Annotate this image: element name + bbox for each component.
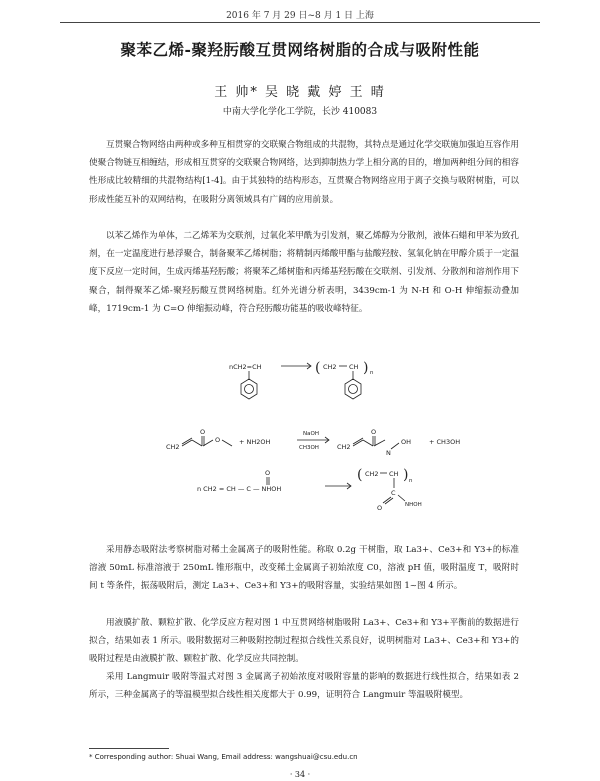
- r3-open-bracket: (: [357, 467, 363, 483]
- r1-open-bracket: (: [315, 360, 321, 376]
- r3-product-nhoh: NHOH: [405, 502, 422, 508]
- r2-plus-nh2oh: + NH2OH: [239, 438, 271, 446]
- corresponding-author-footnote: * Corresponding author: Shuai Wang, Email address: wangshuai@csu.edu.cn: [89, 753, 358, 761]
- r3-reactant-o: O: [265, 469, 271, 477]
- conference-header: 2016 年 7 月 29 日~8 月 1 日 上海: [226, 11, 374, 21]
- affiliation: 中南大学化学化工学院，长沙 410083: [222, 107, 378, 117]
- header-rule: [60, 22, 540, 23]
- r2-product-n: N: [386, 449, 391, 457]
- paragraph-intro: 互贯聚合物网络由两种或多种互相贯穿的交联聚合物组成的共混物，其特点是通过化学交联施加强迫互容作用使聚合物链互相缠结，形成相互贯穿的交联聚合物网络，达到抑制热力学上相分离的目的，增加两种组分间的相容性形成比较精细的共混物结构[1-4]。由于其独特的结构形态，互贯聚合物网络应用于离子交换与吸附树脂，可以形成性能互补的双网结构，在吸附分离领域具有广阔的应用前景。: [89, 140, 519, 205]
- footnote-rule: [89, 748, 169, 749]
- r2-ch2: CH2: [166, 443, 180, 451]
- r2-product-o: O: [371, 428, 377, 436]
- reaction-scheme: [89, 345, 519, 525]
- paragraph-langmuir: 采用 Langmuir 吸附等温式对图 3 金属离子初始浓度对吸附容量的影响的数据进行线性拟合，结果如表 2 所示，三种金属离子的等温模型拟合线性相关度都大于 0.99，证明符合 Langmuir 等温吸附模型。: [89, 672, 519, 701]
- r2-product-ch2: CH2: [337, 443, 351, 451]
- r2-product-oh: OH: [401, 438, 412, 446]
- r2-o2: O: [215, 436, 221, 444]
- r3-product-c: C: [391, 489, 396, 497]
- r3-product-o: O: [377, 504, 383, 512]
- r2-plus-ch3oh: + CH3OH: [429, 438, 461, 446]
- paragraph-synthesis: 以苯乙烯作为单体，二乙烯苯为交联剂，过氧化苯甲酰为引发剂，聚乙烯醇为分散剂，液体石蜡和甲苯为致孔剂，在一定温度进行悬浮聚合，制备聚苯乙烯树脂；将精制丙烯酸甲酯与盐酸羟胺、氢氧化钠在甲醇介质于一定温度下反应一定时间，生成丙烯基羟肟酸；将聚苯乙烯树脂和丙烯基羟肟酸在交联剂、引发剂、分散剂和溶剂作用下聚合，制得聚苯乙烯-聚羟肟酸互贯网络树脂。红外光谱分析表明，3439cm-1 为 N-H 和 O-H 伸缩振动叠加峰，1719cm-1 为 C=O 伸缩振动峰，符合羟肟酸功能基的吸收峰特征。: [89, 231, 519, 314]
- r2-reagent-naoh: NaOH: [303, 431, 319, 437]
- r2-reagent-ch3oh: CH3OH: [299, 445, 319, 451]
- paragraph-adsorption: 采用静态吸附法考察树脂对稀土金属离子的吸附性能。称取 0.2g 干树脂，取 La3+、Ce3+和 Y3+的标准溶液 50mL 标准溶液于 250mL 锥形瓶中，改变稀土金属离子初始浓度 C0，溶液 pH 值，吸附温度 T，吸附时间 t 等条件，振荡吸附后，测定 La3+、Ce3+和 Y3+的吸附容量，实验结果如图 1~图 4 所示。: [89, 545, 519, 592]
- r1-ch: CH: [349, 363, 359, 371]
- r3-close-bracket: ): [403, 467, 409, 483]
- paper-title: 聚苯乙烯-聚羟肟酸互贯网络树脂的合成与吸附性能: [120, 40, 480, 59]
- r3-product-ch: CH: [389, 470, 399, 478]
- r3-product-n: n: [409, 478, 413, 484]
- page-number: · 34 ·: [289, 770, 311, 779]
- r1-n: n: [370, 370, 374, 376]
- author-list: 王 帅* 吴 晓 戴 婷 王 晴: [214, 85, 386, 100]
- r3-reactant: n CH2 = CH — C — NHOH: [197, 485, 282, 493]
- paragraph-kinetics: 用液膜扩散、颗粒扩散、化学反应方程对图 1 中互贯网络树脂吸附 La3+、Ce3+和 Y3+平衡前的数据进行拟合，结果如表 1 所示。吸附数据对三种吸附控制过程拟合线性关系良好，说明树脂对 La3+、Ce3+和 Y3+的吸附过程是由液膜扩散、颗粒扩散、化学反应共同控制。: [89, 618, 519, 665]
- r1-ch2: CH2: [323, 363, 337, 371]
- r1-reactant: nCH2=CH: [229, 363, 262, 371]
- r2-o1: O: [200, 428, 206, 436]
- r3-product-ch2: CH2: [365, 470, 379, 478]
- r1-close-bracket: ): [363, 360, 369, 376]
